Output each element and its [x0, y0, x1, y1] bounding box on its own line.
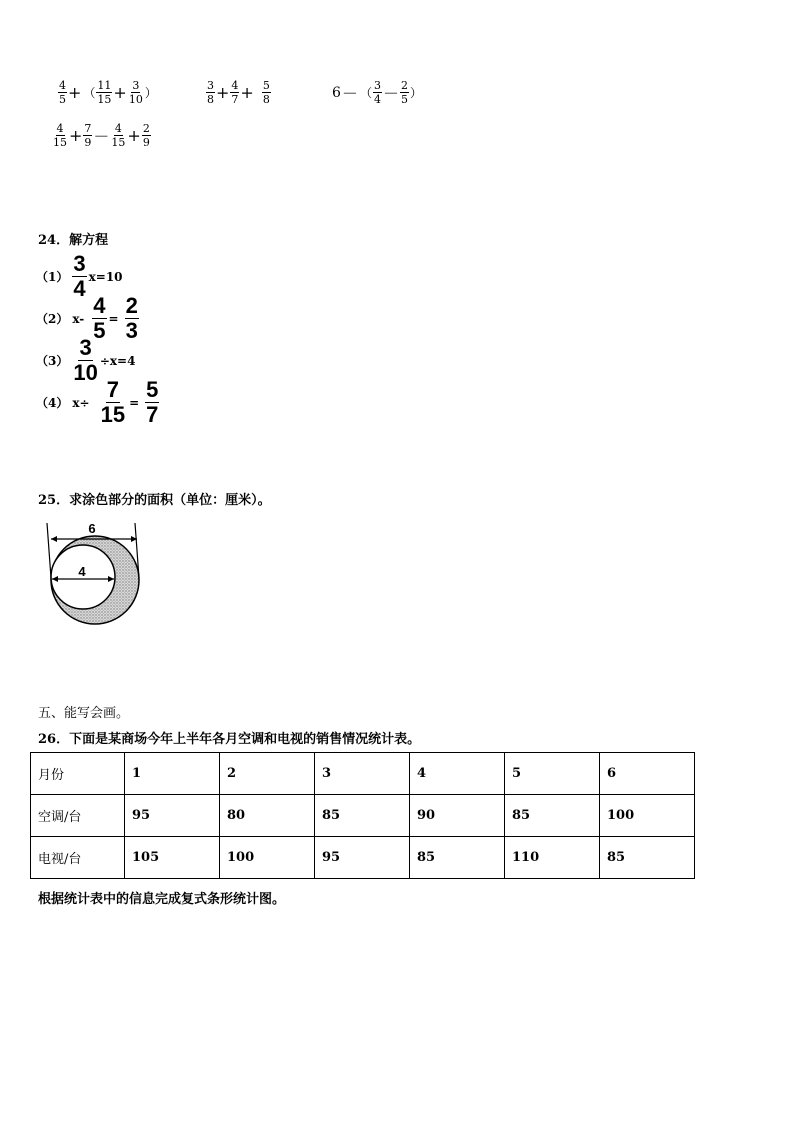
right-paren: ）: [409, 86, 422, 100]
question-26-title: 26．下面是某商场今年上半年各月空调和电视的销售情况统计表。: [38, 732, 421, 747]
table-cell: 90: [410, 795, 505, 837]
fraction: $\frac{7}{15}$: [100, 377, 126, 427]
shaded-ring-figure: [38, 518, 150, 630]
expression-2: [206, 80, 271, 105]
outer-dimension-label: 6: [88, 521, 96, 536]
equation-label: （1）: [36, 270, 69, 284]
plus-sign: +: [69, 126, 83, 145]
equation-prefix: x-: [72, 311, 85, 326]
table-cell: 月份: [31, 753, 125, 795]
table-header-row: [31, 753, 695, 795]
equation-4: [36, 379, 159, 426]
fraction: $\frac{4}{5}$: [59, 79, 66, 106]
inner-dimension-label: 4: [78, 564, 86, 579]
plus-sign: +: [240, 83, 254, 102]
fraction: $\frac{5}{7}$: [146, 377, 159, 427]
fraction: $\frac{2}{5}$: [400, 79, 408, 106]
plus-sign: +: [127, 126, 141, 145]
minus-sign: －: [93, 127, 110, 146]
equation-label: （4）: [36, 396, 69, 410]
table-cell: 100: [600, 795, 695, 837]
fraction: $\frac{3}{10}$: [128, 79, 143, 106]
fraction: $\frac{4}{15}$: [111, 122, 126, 149]
fraction: $\frac{3}{4}$: [73, 251, 86, 301]
left-paren: （: [83, 86, 96, 100]
table-cell: 85: [600, 837, 695, 879]
equals-sign: =: [108, 311, 119, 326]
right-paren: ）: [144, 86, 157, 100]
expression-4: [52, 123, 151, 148]
whole-number: 6: [332, 84, 341, 101]
table-row: [31, 837, 695, 879]
table-cell: 6: [600, 753, 695, 795]
fraction: $\frac{4}{15}$: [53, 122, 67, 149]
equation-tail: ÷x=4: [99, 353, 136, 368]
equation-label: （3）: [36, 354, 69, 368]
expression-1: [58, 80, 158, 105]
plus-sign: +: [216, 83, 230, 102]
fraction: $\frac{3}{8}$: [207, 79, 214, 106]
section-5-title: 五、能写会画。: [38, 706, 130, 721]
table-cell: 95: [315, 837, 410, 879]
fraction: $\frac{2}{9}$: [142, 122, 150, 149]
fraction: $\frac{3}{10}$: [73, 335, 98, 385]
table-cell: 1: [125, 753, 220, 795]
plus-sign: +: [113, 83, 127, 102]
table-cell: 3: [315, 753, 410, 795]
table-cell: 105: [125, 837, 220, 879]
minus-sign: －: [382, 84, 399, 103]
equation-3: [36, 337, 135, 384]
table-cell: 80: [220, 795, 315, 837]
table-cell: 空调/台: [31, 795, 125, 837]
expression-3: [332, 80, 423, 105]
fraction: $\frac{11}{15}$: [97, 79, 112, 106]
table-cell: 85: [315, 795, 410, 837]
question-24-title: 24．解方程: [38, 233, 109, 248]
equals-sign: =: [129, 395, 140, 410]
table-row: [31, 795, 695, 837]
table-cell: 85: [410, 837, 505, 879]
fraction: $\frac{7}{9}$: [84, 122, 92, 149]
fraction: $\frac{4}{7}$: [231, 79, 239, 106]
table-cell: 100: [220, 837, 315, 879]
equation-1: [36, 253, 123, 300]
fraction: $\frac{3}{4}$: [373, 79, 381, 106]
plus-sign: +: [68, 83, 82, 102]
equation-prefix: x÷: [72, 395, 90, 410]
table-cell: 5: [505, 753, 600, 795]
left-paren: （: [359, 86, 372, 100]
equation-tail: x=10: [88, 269, 123, 284]
table-cell: 电视/台: [31, 837, 125, 879]
question-25-title: 25．求涂色部分的面积（单位：厘米）。: [38, 493, 271, 508]
fraction: $\frac{2}{3}$: [125, 293, 138, 343]
table-cell: 95: [125, 795, 220, 837]
fraction: $\frac{4}{5}$: [93, 293, 106, 343]
sales-table: [30, 752, 695, 879]
table-cell: 4: [410, 753, 505, 795]
equation-label: （2）: [36, 312, 69, 326]
table-cell: 2: [220, 753, 315, 795]
fraction: $\frac{5}{8}$: [262, 79, 270, 106]
table-cell: 85: [505, 795, 600, 837]
table-cell: 110: [505, 837, 600, 879]
minus-sign: －: [341, 84, 358, 103]
question-26-note: 根据统计表中的信息完成复式条形统计图。: [38, 892, 286, 907]
